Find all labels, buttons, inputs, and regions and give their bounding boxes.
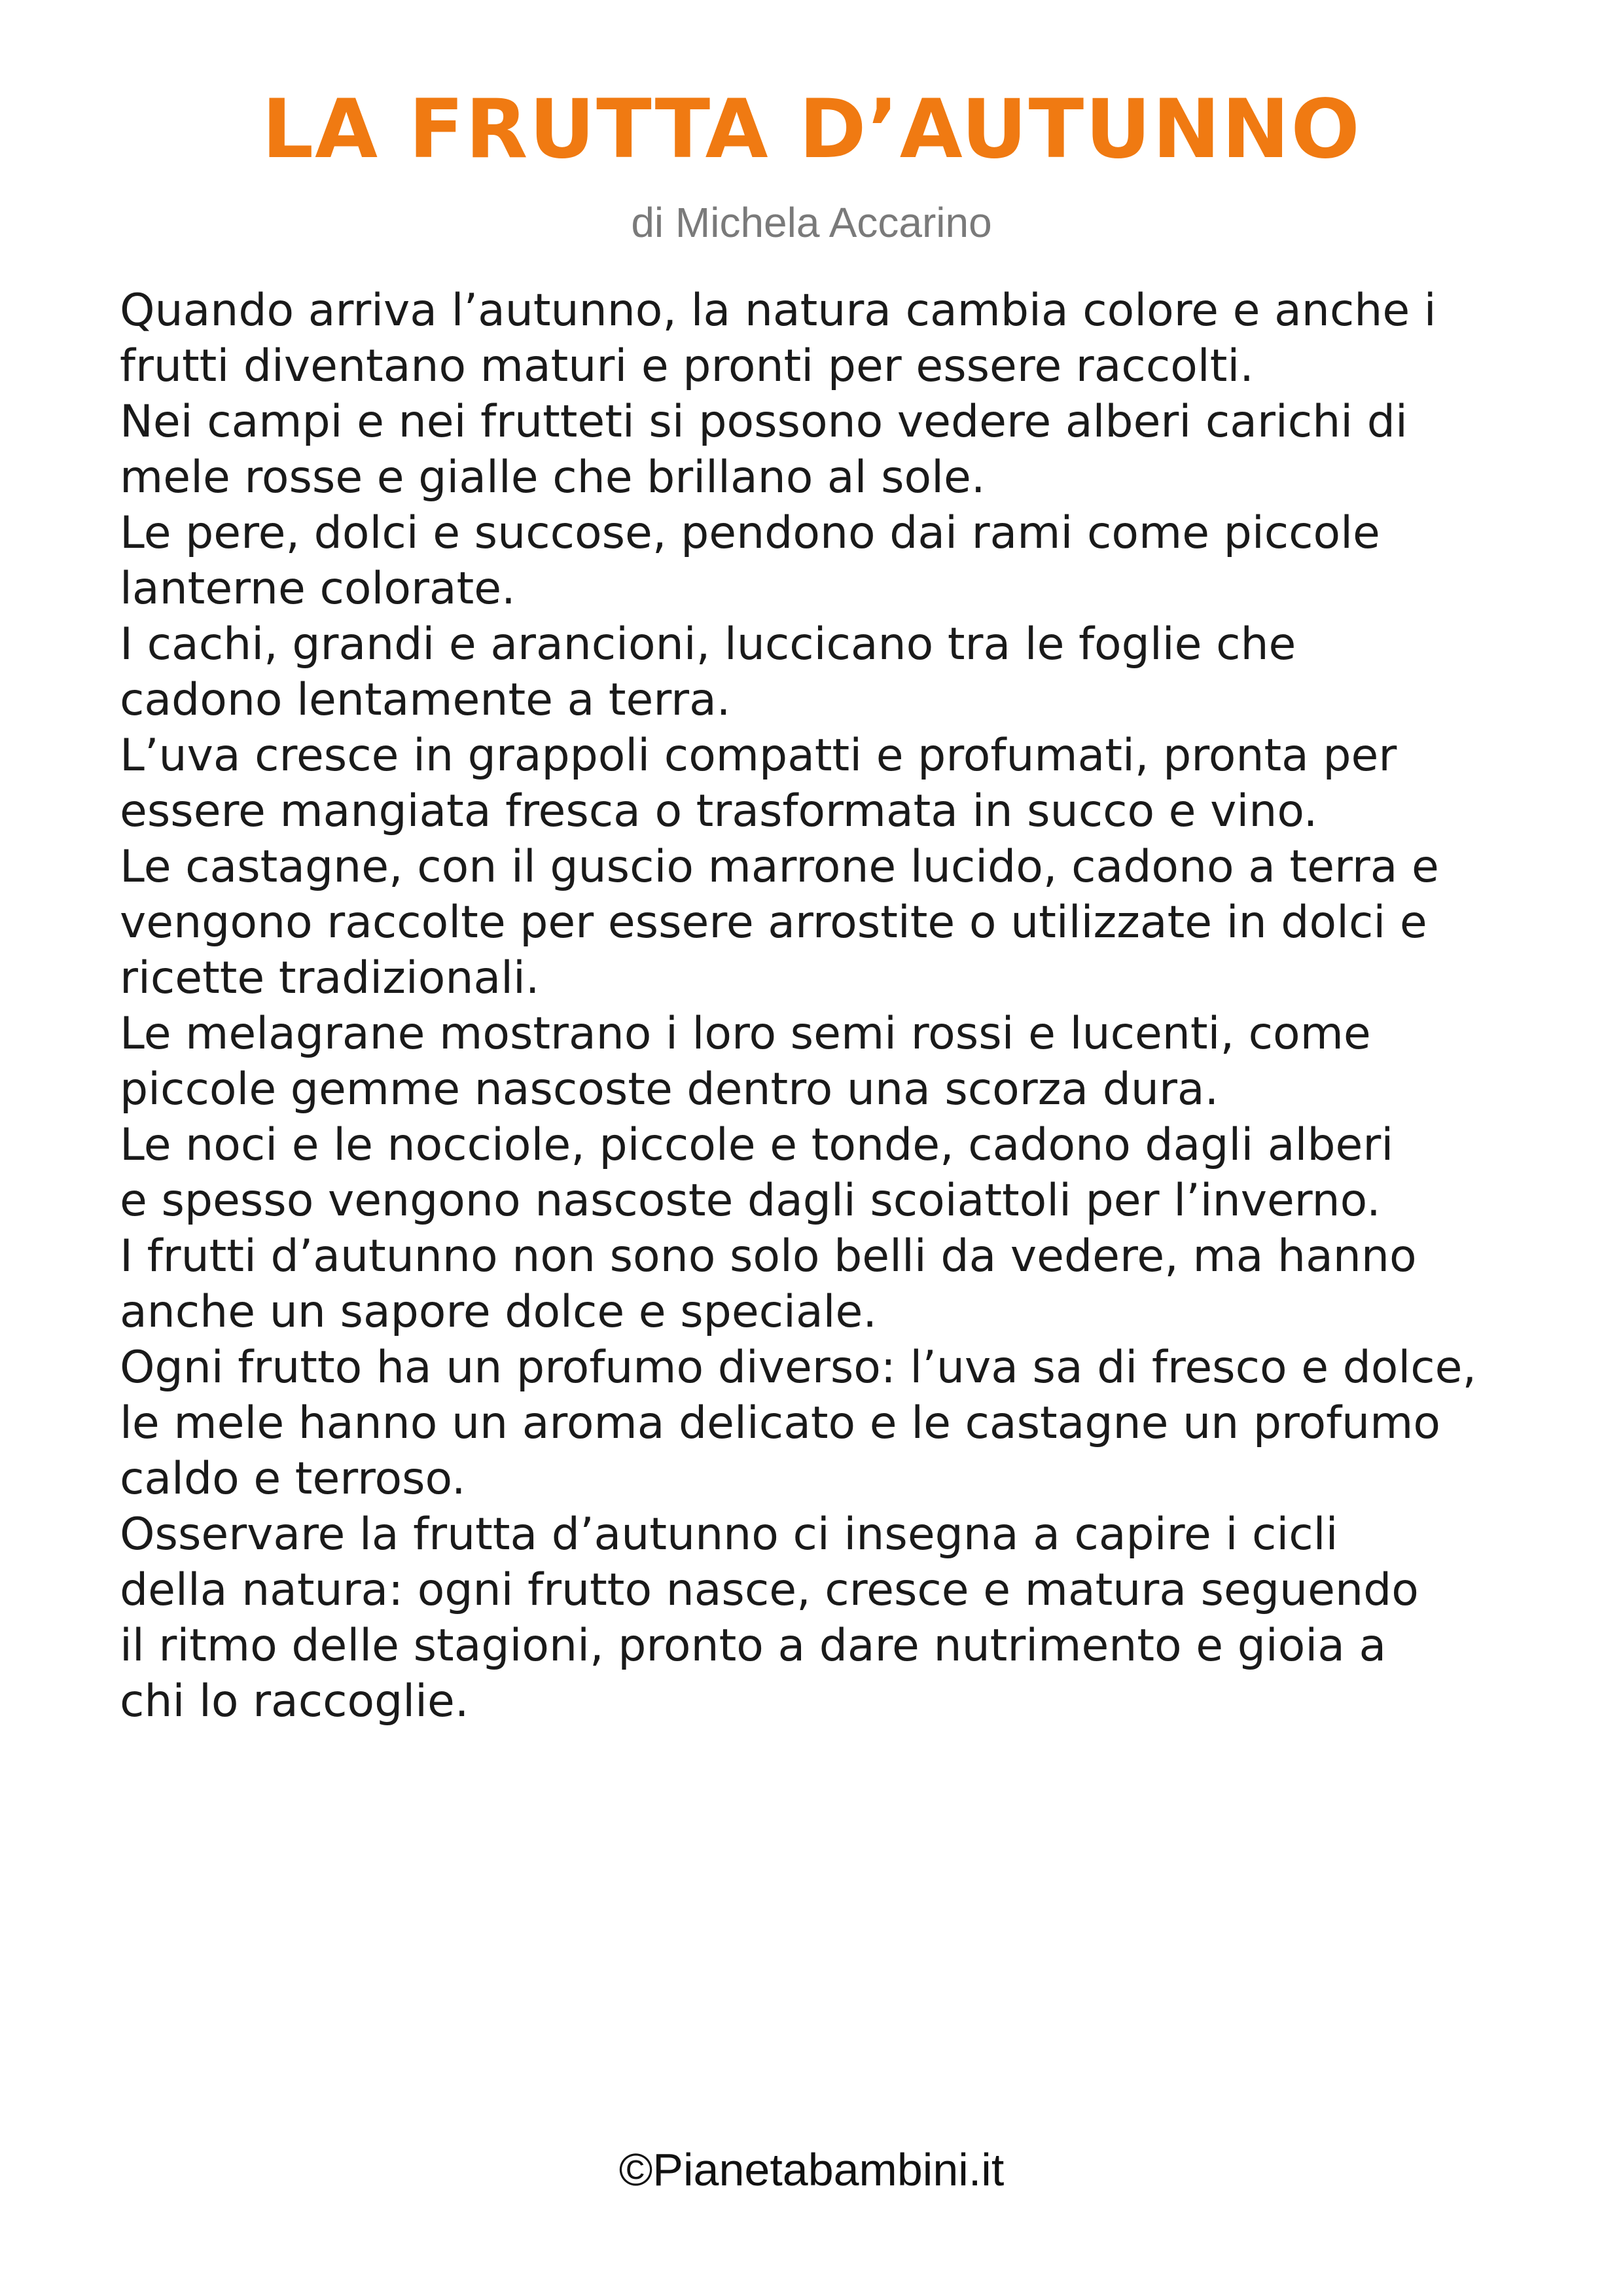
text-line: anche un sapore dolce e speciale. [120,1286,877,1338]
text-line: Ogni frutto ha un profumo diverso: l’uva sa di fresco e dolce, [120,1342,1477,1393]
page-title: LA FRUTTA D’AUTUNNO [262,82,1361,177]
footer-credit: ©Pianetabambini.it [618,2144,1005,2195]
text-line: I frutti d’autunno non sono solo belli da vedere, ma hanno [120,1230,1417,1282]
text-line: e spesso vengono nascoste dagli scoiattoli per l’inverno. [120,1175,1381,1227]
text-line: le mele hanno un aroma delicato e le castagne un profumo [120,1397,1440,1449]
text-line: Osservare la frutta d’autunno ci insegna a capire i cicli [120,1509,1338,1560]
text-line: vengono raccolte per essere arrostite o utilizzate in dolci e [120,897,1427,948]
text-line: frutti diventano maturi e pronti per essere raccolti. [120,340,1254,392]
text-line: piccole gemme nascoste dentro una scorza dura. [120,1064,1219,1115]
text-line: mele rosse e gialle che brillano al sole. [120,452,986,503]
text-line: ricette tradizionali. [120,952,540,1004]
text-line: caldo e terroso. [120,1453,466,1505]
text-line: Le castagne, con il guscio marrone lucido, cadono a terra e [120,841,1439,893]
text-line: Le pere, dolci e succose, pendono dai rami come piccole [120,507,1380,559]
text-line: della natura: ogni frutto nasce, cresce e matura seguendo [120,1564,1419,1616]
text-line: L’uva cresce in grappoli compatti e profumati, pronta per [120,730,1397,781]
text-line: il ritmo delle stagioni, pronto a dare nutrimento e gioia a [120,1620,1387,1672]
text-line: lanterne colorate. [120,563,516,615]
text-line: I cachi, grandi e arancioni, luccicano tra le foglie che [120,619,1296,670]
text-line: essere mangiata fresca o trasformata in succo e vino. [120,785,1318,837]
story-text [120,283,1533,1729]
text-line: Quando arriva l’autunno, la natura cambia colore e anche i [120,285,1436,336]
text-line: Le melagrane mostrano i loro semi rossi e lucenti, come [120,1008,1371,1060]
text-line: chi lo raccoglie. [120,1676,469,1727]
text-line: Nei campi e nei frutteti si possono vedere alberi carichi di [120,396,1408,448]
text-line: cadono lentamente a terra. [120,674,731,726]
author-byline: di Michela Accarino [631,199,992,246]
text-line: Le noci e le nocciole, piccole e tonde, cadono dagli alberi [120,1119,1394,1171]
